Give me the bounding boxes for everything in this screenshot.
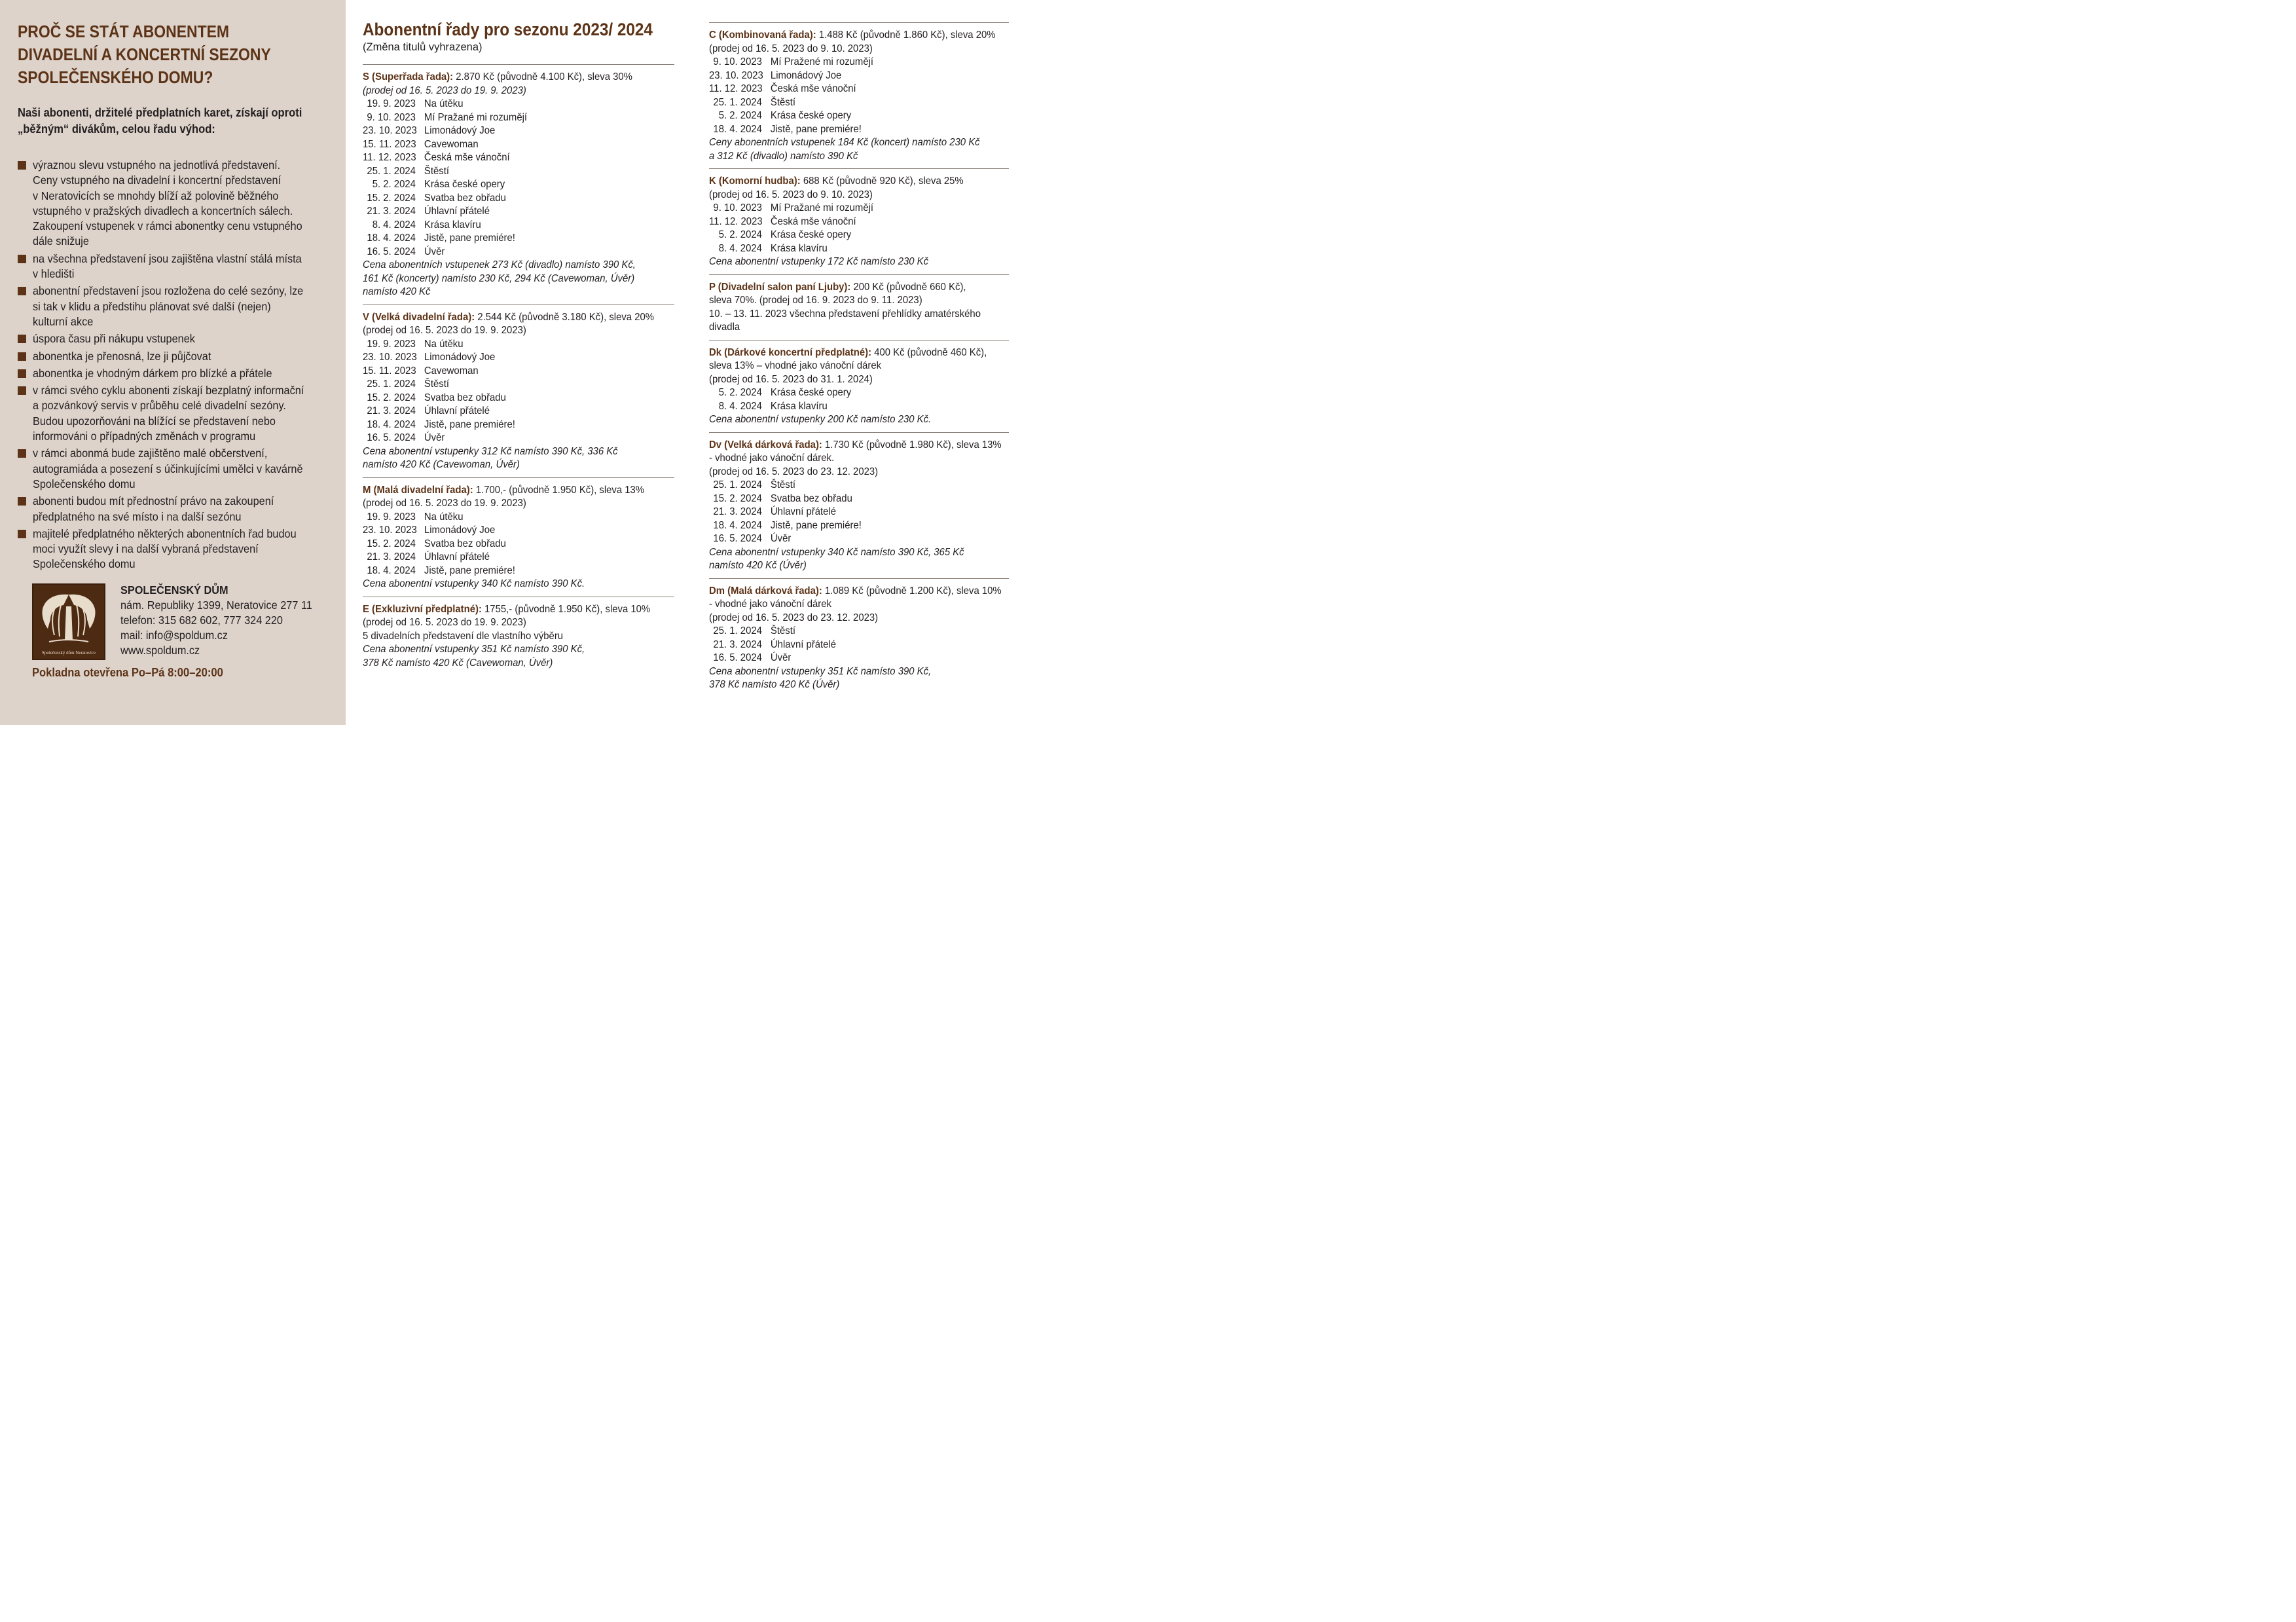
logo-caption: Společenský dům Neratovice (41, 650, 96, 655)
bullet-square-icon (18, 530, 26, 538)
event-row (709, 242, 988, 256)
event-title: Úvěr (770, 652, 792, 663)
intro-line: „běžným“ divákům, celou řadu výhod: (18, 122, 215, 136)
benefit-line: majitelé předplatného některých abonentních řad budou (33, 526, 297, 540)
address-line: nám. Republiky 1399, Neratovice 277 11 (120, 599, 312, 612)
series-price: 1.089 Kč (původně 1.200 Kč), sleva 10% (822, 585, 1002, 597)
series-info-line: (prodej od 16. 5. 2023 do 23. 12. 2023) (709, 612, 879, 623)
spoldum-logo (32, 583, 105, 660)
separator-line (709, 578, 1009, 579)
event-date: 8. 4. 2024 (372, 219, 416, 230)
benefit-line: kulturní akce (33, 314, 94, 328)
price-note: Ceny abonentních vstupenek 184 Kč (koncert) namísto 230 Kč (709, 137, 980, 148)
event-date: 18. 4. 2024 (367, 418, 416, 430)
event-date: 16. 5. 2024 (713, 652, 762, 663)
event-row (363, 511, 653, 525)
event-row (709, 638, 988, 652)
event-row (709, 506, 988, 519)
series-price: 2.544 Kč (původně 3.180 Kč), sleva 20% (475, 311, 654, 323)
series-info-line: (prodej od 16. 5. 2023 do 9. 10. 2023) (709, 189, 873, 200)
benefit-text (33, 331, 195, 346)
intro-line: Naši abonenti, držitelé předplatních karet, získají oproti (18, 106, 302, 119)
series-block (709, 578, 1009, 692)
event-date: 15. 11. 2023 (363, 365, 416, 377)
benefit-text (33, 158, 302, 249)
series-list (709, 22, 1009, 692)
event-title: Krása klavíru (770, 242, 828, 254)
contact-address (120, 583, 327, 658)
benefit-text (33, 494, 274, 525)
event-date: 5. 2. 2024 (718, 387, 762, 398)
price-note: Cena abonentní vstupenky 340 Kč namísto 390 Kč, 365 Kč (709, 546, 964, 558)
event-title: Krása klavíru (770, 400, 828, 412)
price-note: Cena abonentní vstupenky 312 Kč namísto 390 Kč, 336 Kč (363, 445, 618, 457)
price-note: namísto 420 Kč (Úvěr) (709, 560, 807, 571)
price-note: Cena abonentní vstupenky 351 Kč namísto 390 Kč, (709, 665, 932, 677)
event-row (363, 124, 653, 138)
event-date: 25. 1. 2024 (367, 378, 416, 390)
benefit-text (33, 526, 297, 572)
benefits-list (18, 158, 329, 572)
series-column-2 (709, 22, 1009, 692)
series-price: 1755,- (původně 1.950 Kč), sleva 10% (481, 603, 651, 615)
separator-line (363, 64, 674, 65)
event-row (709, 202, 988, 215)
benefit-line: abonentka je přenosná, lze ji půjčovat (33, 349, 211, 363)
event-date: 16. 5. 2024 (713, 533, 762, 544)
benefit-line: Společenského domu (33, 557, 136, 571)
benefit-line: autogramiáda a posezení s účinkujícími umělci v kavárně (33, 462, 303, 475)
event-title: Jistě, pane premiére! (424, 564, 515, 576)
left-panel (0, 0, 346, 725)
bullet-square-icon (18, 335, 26, 343)
series-header (709, 346, 988, 360)
event-title: Jistě, pane premiére! (770, 519, 862, 531)
benefit-item (18, 446, 329, 492)
series-info-line: (prodej od 16. 5. 2023 do 19. 9. 2023) (363, 325, 526, 336)
event-date: 11. 12. 2023 (709, 83, 763, 94)
event-title: Na útěku (424, 98, 464, 109)
event-title: Limonádový Joe (424, 125, 496, 136)
price-note: Cena abonentních vstupenek 273 Kč (divadlo) namísto 390 Kč, (363, 259, 636, 270)
event-title: Štěstí (770, 479, 795, 490)
event-row (363, 524, 653, 538)
benefit-text (33, 251, 302, 282)
separator-line (709, 274, 1009, 275)
event-date: 25. 1. 2024 (367, 165, 416, 177)
series-header (709, 29, 996, 43)
event-row (709, 229, 988, 242)
title-line: SPOLEČENSKÉHO DOMU? (18, 69, 213, 87)
website-line[interactable]: www.spoldum.cz (120, 644, 200, 657)
intro-text (18, 105, 304, 138)
separator-line (363, 304, 674, 305)
event-date: 23. 10. 2023 (709, 69, 763, 81)
series-info-line: (prodej od 16. 5. 2023 do 31. 1. 2024) (709, 373, 873, 385)
benefit-item (18, 349, 329, 364)
benefit-line: v rámci abonmá bude zajištěno malé občerstvení, (33, 447, 268, 460)
event-date: 21. 3. 2024 (713, 506, 762, 517)
price-note: Cena abonentní vstupenky 172 Kč namísto 230 Kč (709, 256, 929, 267)
event-title: Jistě, pane premiére! (424, 232, 515, 244)
separator-line (709, 432, 1009, 433)
event-row (363, 178, 653, 192)
price-note: 378 Kč namísto 420 Kč (Cavewoman, Úvěr) (363, 657, 553, 669)
event-title: Mí Pražané mi rozumějí (424, 111, 528, 123)
event-row (709, 492, 988, 506)
event-row (363, 219, 653, 232)
event-date: 21. 3. 2024 (713, 638, 762, 650)
series-info-line: - vhodné jako vánoční dárek (709, 599, 831, 610)
series-info-line: (prodej od 16. 5. 2023 do 23. 12. 2023) (709, 466, 879, 477)
event-row (709, 83, 988, 96)
event-row (709, 625, 988, 638)
event-date: 15. 2. 2024 (713, 492, 762, 504)
event-title: Krása české opery (770, 229, 852, 240)
series-header (363, 484, 653, 498)
event-row (709, 96, 988, 110)
bullet-square-icon (18, 449, 26, 458)
event-title: Svatba bez obřadu (424, 538, 506, 549)
series-name: E (Exkluzivní předplatné): (363, 603, 482, 615)
series-price: 400 Kč (původně 460 Kč), (871, 346, 987, 358)
separator-line (709, 340, 1009, 341)
series-price: 688 Kč (původně 920 Kč), sleva 25% (800, 175, 964, 187)
series-header (709, 439, 1002, 452)
series-name: V (Velká divadelní řada): (363, 311, 475, 323)
event-title: Svatba bez obřadu (770, 492, 852, 504)
benefit-item (18, 366, 329, 381)
event-row (363, 246, 653, 259)
bullet-square-icon (18, 497, 26, 506)
series-info-line: (prodej od 16. 5. 2023 do 9. 10. 2023) (709, 43, 873, 54)
event-date: 18. 4. 2024 (713, 519, 762, 531)
series-header (363, 603, 653, 617)
left-content (18, 21, 329, 574)
event-date: 21. 3. 2024 (367, 405, 416, 416)
series-name: Dv (Velká dárková řada): (709, 439, 822, 451)
series-block (709, 432, 1009, 573)
event-date: 23. 10. 2023 (363, 352, 417, 363)
benefit-line: v rámci svého cyklu abonenti získají bezplatný informační (33, 384, 304, 397)
series-info-line: 10. – 13. 11. 2023 všechna představení přehlídky amatérského (709, 308, 981, 320)
benefit-item (18, 158, 329, 249)
benefit-text (33, 366, 272, 381)
event-title: Mí Pražané mi rozumějí (770, 202, 874, 213)
event-title: Česká mše vánoční (424, 152, 510, 163)
benefit-line: v Neratovicích se mnohdy blíží až polovině běžného (33, 189, 279, 202)
event-row (363, 192, 653, 206)
event-date: 25. 1. 2024 (713, 96, 762, 108)
event-title: Úhlavní přátelé (424, 551, 490, 562)
org-name: SPOLEČENSKÝ DŮM (120, 583, 228, 597)
benefit-item (18, 331, 329, 346)
event-date: 11. 12. 2023 (363, 152, 416, 163)
event-title: Jistě, pane premiére! (770, 123, 862, 135)
event-title: Česká mše vánoční (770, 215, 856, 227)
benefit-line: předplatného na své místo i na další sezónu (33, 509, 242, 523)
event-title: Krása české opery (770, 387, 852, 398)
event-title: Úvěr (424, 432, 445, 443)
phone-line: telefon: 315 682 602, 777 324 220 (120, 614, 283, 627)
series-price: 200 Kč (původně 660 Kč), (850, 281, 966, 293)
series-header (709, 175, 988, 189)
box-office-hours: Pokladna otevřena Po–Pá 8:00–20:00 (32, 666, 223, 679)
series-block (363, 597, 674, 671)
benefit-item (18, 494, 329, 525)
event-title: Na útěku (424, 338, 464, 350)
event-date: 19. 9. 2023 (367, 338, 416, 350)
event-date: 19. 9. 2023 (367, 511, 416, 523)
series-block (363, 64, 674, 299)
separator-line (709, 168, 1009, 169)
event-title: Krása klavíru (424, 219, 481, 230)
series-info-line: - vhodné jako vánoční dárek. (709, 452, 835, 464)
event-row (363, 151, 653, 165)
event-row (363, 564, 653, 578)
event-date: 21. 3. 2024 (367, 551, 416, 562)
series-info-line: 5 divadelních představení dle vlastního výběru (363, 630, 564, 642)
bullet-square-icon (18, 255, 26, 263)
event-date: 15. 2. 2024 (367, 392, 416, 403)
event-row (363, 392, 653, 405)
event-row (363, 338, 653, 352)
tree-logo-icon (36, 587, 101, 644)
separator-line (363, 477, 674, 478)
event-date: 18. 4. 2024 (367, 232, 416, 244)
series-name: P (Divadelní salon paní Ljuby): (709, 281, 851, 293)
event-title: Limonádový Joe (424, 525, 496, 536)
event-date: 15. 11. 2023 (363, 138, 416, 150)
series-block (709, 340, 1009, 427)
series-list (363, 64, 674, 670)
event-date: 5. 2. 2024 (718, 110, 762, 121)
benefit-line: abonenti budou mít přednostní právo na zakoupení (33, 494, 274, 508)
event-row (709, 400, 988, 414)
event-row (363, 138, 653, 152)
event-row (709, 532, 988, 546)
event-title: Štěstí (424, 378, 449, 390)
event-date: 18. 4. 2024 (713, 123, 762, 135)
why-subscribe-title (18, 21, 329, 90)
title-line: PROČ SE STÁT ABONENTEM (18, 23, 230, 41)
series-info-line: (prodej od 16. 5. 2023 do 19. 9. 2023) (363, 84, 526, 96)
series-price: 1.488 Kč (původně 1.860 Kč), sleva 20% (816, 29, 996, 41)
benefit-line: dále snižuje (33, 234, 89, 248)
event-date: 25. 1. 2024 (713, 625, 762, 636)
series-info-line: (prodej od 16. 5. 2023 do 19. 9. 2023) (363, 498, 526, 509)
event-row (363, 365, 653, 378)
event-title: Úvěr (770, 533, 792, 544)
bullet-square-icon (18, 369, 26, 378)
benefit-text (33, 284, 303, 329)
benefit-line: abonentka je vhodným dárkem pro blízké a přátele (33, 366, 272, 380)
event-row (709, 652, 988, 665)
event-row (709, 519, 988, 533)
event-date: 15. 2. 2024 (367, 192, 416, 204)
event-date: 23. 10. 2023 (363, 125, 417, 136)
event-row (363, 232, 653, 246)
event-row (363, 405, 653, 418)
benefit-text (33, 349, 211, 364)
event-title: Limonádový Joe (770, 69, 842, 81)
benefit-item (18, 251, 329, 282)
event-row (363, 432, 653, 445)
event-date: 5. 2. 2024 (372, 179, 416, 190)
event-date: 9. 10. 2023 (367, 111, 416, 123)
event-title: Svatba bez obřadu (424, 392, 506, 403)
event-date: 16. 5. 2024 (367, 246, 416, 257)
bullet-square-icon (18, 161, 26, 170)
event-row (363, 378, 653, 392)
benefit-line: Ceny vstupného na divadelní i koncertní představení (33, 174, 282, 187)
event-row (363, 165, 653, 179)
event-row (709, 123, 988, 137)
event-date: 8. 4. 2024 (718, 242, 762, 254)
event-title: Svatba bez obřadu (424, 192, 506, 204)
bullet-square-icon (18, 287, 26, 295)
event-title: Úhlavní přátelé (424, 206, 490, 217)
benefit-line: v hledišti (33, 267, 75, 281)
benefit-item (18, 526, 329, 572)
event-date: 8. 4. 2024 (718, 400, 762, 412)
benefit-line: na všechna představení jsou zajištěna vlastní stálá místa (33, 251, 302, 265)
event-row (709, 56, 988, 69)
price-note: Cena abonentní vstupenky 340 Kč namísto 390 Kč. (363, 578, 585, 589)
event-title: Úhlavní přátelé (770, 506, 837, 517)
series-price: 1.730 Kč (původně 1.980 Kč), sleva 13% (822, 439, 1002, 451)
event-date: 11. 12. 2023 (709, 215, 763, 227)
benefit-line: úspora času při nákupu vstupenek (33, 332, 195, 346)
series-name: M (Malá divadelní řada): (363, 484, 473, 496)
series-info-line: (prodej od 16. 5. 2023 do 19. 9. 2023) (363, 617, 526, 628)
main-title: Abonentní řady pro sezonu 2023/ 2024 (363, 20, 653, 39)
series-info-line: sleva 13% – vhodné jako vánoční dárek (709, 360, 882, 371)
event-title: Úhlavní přátelé (770, 638, 837, 650)
event-row (363, 98, 653, 111)
benefit-line: Společenského domu (33, 477, 136, 490)
benefit-line: informováni o případných změnách v programu (33, 430, 256, 443)
title-line: DIVADELNÍ A KONCERTNÍ SEZONY (18, 46, 271, 64)
price-note: a 312 Kč (divadlo) namísto 390 Kč (709, 150, 858, 162)
event-row (709, 386, 988, 400)
series-price: 1.700,- (původně 1.950 Kč), sleva 13% (473, 484, 645, 496)
event-row (709, 479, 988, 492)
benefit-line: Budou upozorňováni na blížící se představení nebo (33, 414, 276, 428)
event-title: Úhlavní přátelé (424, 405, 490, 416)
event-date: 16. 5. 2024 (367, 432, 416, 443)
event-title: Krása české opery (770, 110, 852, 121)
event-title: Česká mše vánoční (770, 83, 856, 94)
separator-line (709, 22, 1009, 23)
price-note: 378 Kč namísto 420 Kč (Úvěr) (709, 679, 840, 690)
event-row (363, 538, 653, 551)
event-date: 18. 4. 2024 (367, 564, 416, 576)
event-title: Štěstí (770, 96, 795, 108)
series-block (709, 274, 1009, 335)
series-name: K (Komorní hudba): (709, 175, 801, 187)
benefit-text (33, 446, 303, 492)
series-info-line: sleva 70%. (prodej od 16. 9. 2023 do 9. 11. 2023) (709, 295, 922, 306)
event-row (363, 418, 653, 432)
series-name: Dk (Dárkové koncertní předplatné): (709, 346, 872, 358)
main-subtitle: (Změna titulů vyhrazena) (363, 41, 483, 53)
event-date: 5. 2. 2024 (718, 229, 762, 240)
series-header (363, 311, 653, 325)
benefit-item (18, 383, 329, 444)
email-line[interactable]: mail: info@spoldum.cz (120, 629, 228, 642)
event-date: 9. 10. 2023 (713, 56, 762, 67)
event-row (709, 215, 988, 229)
benefit-line: si tak v klidu a předstihu plánovat své další (nejen) (33, 299, 271, 313)
series-name: S (Superřada řada): (363, 71, 454, 83)
benefit-item (18, 284, 329, 329)
event-date: 9. 10. 2023 (713, 202, 762, 213)
benefit-text (33, 383, 304, 444)
series-block (709, 168, 1009, 269)
series-header (709, 585, 1002, 599)
benefit-line: abonentní představení jsou rozložena do celé sezóny, lze (33, 284, 304, 298)
benefit-line: Zakoupení vstupenek v rámci abonentky cenu vstupného (33, 219, 302, 233)
event-date: 19. 9. 2023 (367, 98, 416, 109)
event-title: Jistě, pane premiére! (424, 418, 515, 430)
event-date: 21. 3. 2024 (367, 206, 416, 217)
event-title: Mí Pražené mi rozumějí (770, 56, 874, 67)
series-column-1 (363, 20, 674, 670)
price-note: Cena abonentní vstupenky 351 Kč namísto 390 Kč, (363, 644, 585, 655)
series-block (363, 304, 674, 472)
series-name: C (Kombinovaná řada): (709, 29, 816, 41)
series-block (709, 22, 1009, 163)
event-title: Štěstí (770, 625, 795, 636)
bullet-square-icon (18, 352, 26, 361)
price-note: namísto 420 Kč (363, 286, 431, 297)
event-date: 23. 10. 2023 (363, 525, 417, 536)
event-title: Limonádový Joe (424, 352, 496, 363)
event-title: Cavewoman (424, 365, 479, 377)
benefit-line: moci využít slevy i na další vybraná představení (33, 542, 259, 556)
event-row (363, 551, 653, 564)
event-title: Štěstí (424, 165, 449, 177)
event-title: Cavewoman (424, 138, 479, 150)
benefit-line: a pozvánkový servis v průběhu celé divadelní sezóny. (33, 399, 286, 413)
benefit-line: vstupného v pražských divadlech a koncertních sálech. (33, 204, 293, 217)
series-name: Dm (Malá dárková řada): (709, 585, 822, 597)
series-header (709, 281, 988, 295)
event-row (709, 109, 988, 123)
event-title: Úvěr (424, 246, 445, 257)
series-info-line: divadla (709, 322, 740, 333)
event-row (363, 351, 653, 365)
series-price: 2.870 Kč (původně 4.100 Kč), sleva 30% (453, 71, 632, 83)
event-title: Na útěku (424, 511, 464, 523)
event-row (363, 111, 653, 125)
price-note: namísto 420 Kč (Cavewoman, Úvěr) (363, 459, 520, 470)
event-date: 15. 2. 2024 (367, 538, 416, 549)
price-note: Cena abonentní vstupenky 200 Kč namísto 230 Kč. (709, 414, 932, 425)
bullet-square-icon (18, 386, 26, 395)
event-date: 25. 1. 2024 (713, 479, 762, 490)
event-row (709, 69, 988, 83)
series-block (363, 477, 674, 591)
benefit-line: výraznou slevu vstupného na jednotlivá představení. (33, 158, 281, 172)
event-title: Krása české opery (424, 179, 505, 190)
event-row (363, 205, 653, 219)
price-note: 161 Kč (koncerty) namísto 230 Kč, 294 Kč (Cavewoman, Úvěr) (363, 272, 635, 284)
series-header (363, 71, 653, 84)
